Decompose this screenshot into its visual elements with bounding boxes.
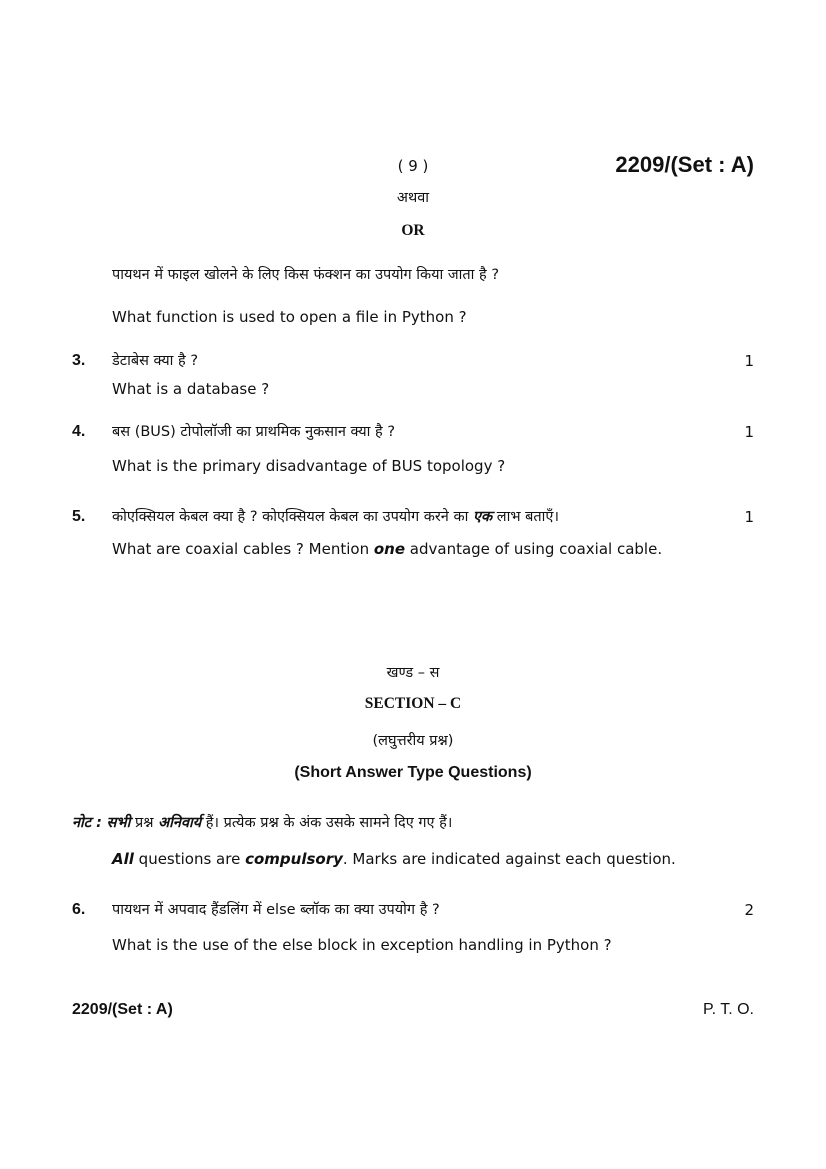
question-number: 4. [72,423,86,440]
question-hindi-emphasis: एक [472,509,493,525]
note-text: . Marks are indicated against each question. [342,850,676,868]
or-question-english: What function is used to open a file in Python ? [112,308,467,326]
question-hindi [112,506,559,526]
question-hindi-part: लाभ बताएँ। [492,509,559,525]
question-english: What is a database ? [112,380,270,398]
note-all-english: All [112,850,134,868]
question-marks: 1 [744,508,754,526]
question-marks: 2 [744,901,754,919]
section-hindi-title: खण्ड – स [386,665,440,681]
or-hindi: अथवा [396,190,430,206]
question-marks: 1 [744,352,754,370]
question-english-part: What are coaxial cables ? Mention [112,540,374,558]
note-text: प्रश्न [130,815,159,831]
note-all-hindi: सभी [106,815,131,831]
question-hindi: पायथन में अपवाद हैंडलिंग में else ब्लॉक का क्या उपयोग है ? [112,902,440,918]
pto-text: P. T. O. [703,1001,754,1018]
question-number: 3. [72,352,86,369]
question-english: What is the primary disadvantage of BUS topology ? [112,457,506,475]
note-text: हैं। प्रत्येक प्रश्न के अंक उसके सामने दिए गए हैं। [201,815,453,831]
or-english: OR [401,222,425,239]
question-english-part: advantage of using coaxial cable. [405,540,663,558]
question-english [112,540,662,558]
paper-code-footer: 2209/(Set : A) [72,1001,173,1018]
section-subtitle: (Short Answer Type Questions) [294,764,532,781]
question-hindi: बस (BUS) टोपोलॉजी का प्राथमिक नुकसान क्या है ? [112,424,396,440]
question-hindi: डेटाबेस क्या है ? [112,353,199,369]
or-question-hindi: पायथन में फाइल खोलने के लिए किस फंक्शन का उपयोग किया जाता है ? [112,267,500,283]
question-number: 5. [72,508,86,525]
note-text: questions are [133,850,246,868]
note-label: नोट : [72,815,102,831]
question-english-emphasis: one [373,540,406,558]
page-number: ( 9 ) [397,157,429,175]
question-hindi-part: कोएक्सियल केबल क्या है ? कोएक्सियल केबल का उपयोग करने का [112,509,473,525]
question-marks: 1 [744,423,754,441]
note-compulsory-hindi: अनिवार्य [158,815,202,831]
section-hindi-subtitle: (लघुत्तरीय प्रश्न) [372,733,454,749]
paper-code-header: 2209/(Set : A) [615,152,754,177]
note-english [112,850,676,868]
note-hindi [72,812,452,832]
section-title: SECTION – C [364,695,462,712]
question-english: What is the use of the else block in exception handling in Python ? [112,936,612,954]
note-compulsory-english: compulsory [245,850,343,868]
question-number: 6. [72,901,86,918]
